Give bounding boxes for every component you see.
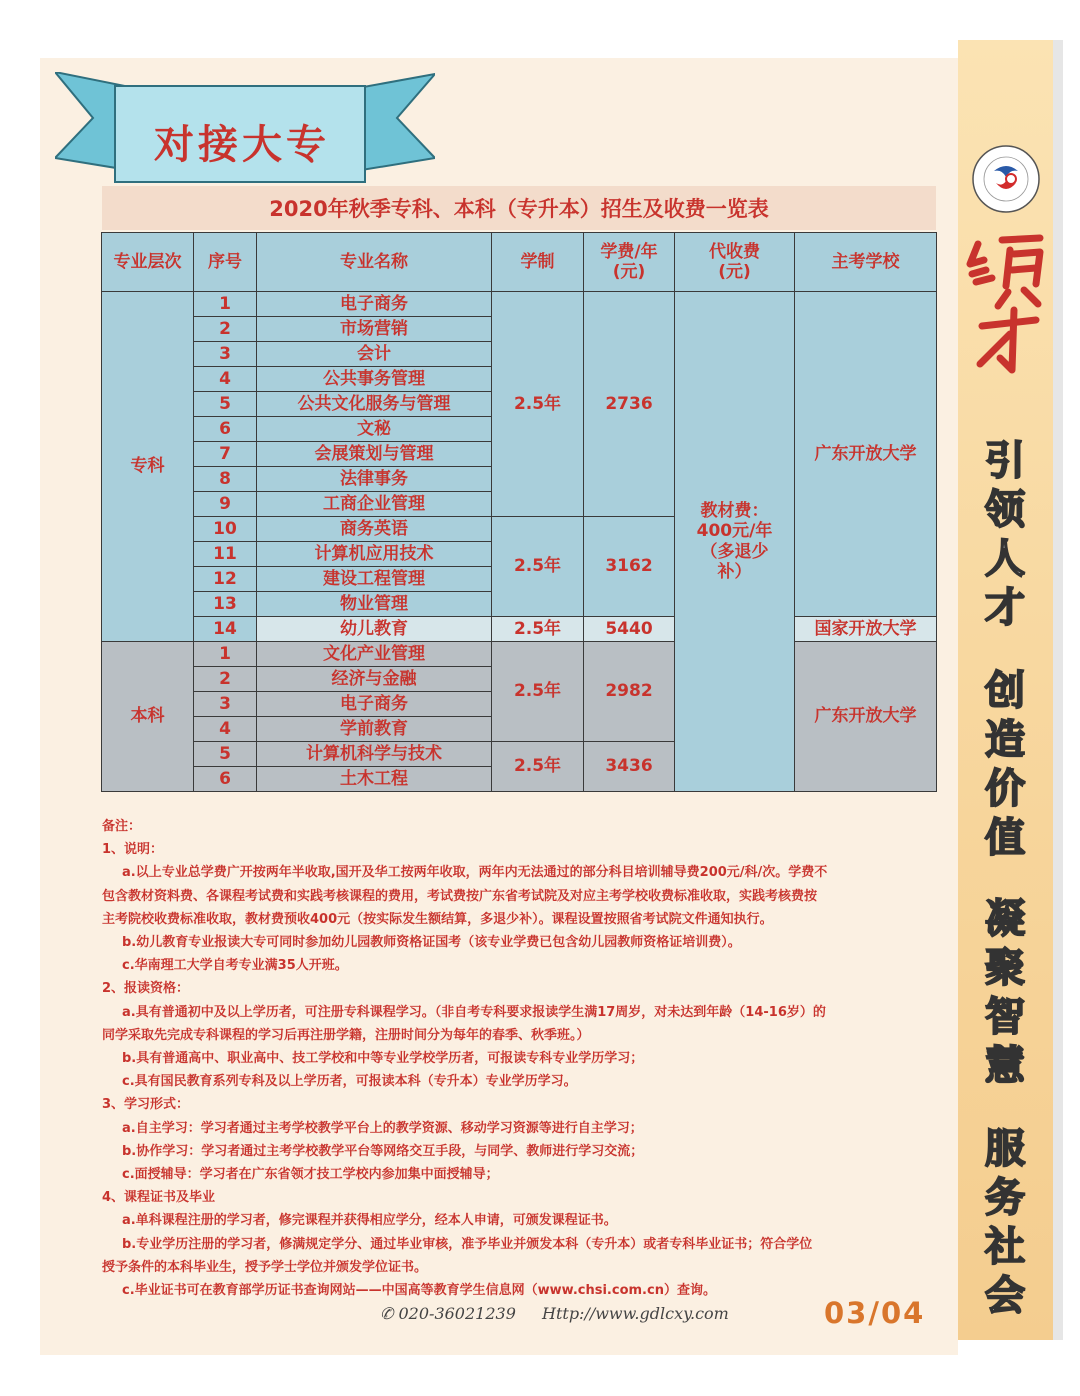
row-no: 7	[194, 442, 257, 467]
row-no: 3	[194, 342, 257, 367]
note-line: 包含教材资料费、各课程考试费和实践考核课程的费用，考试费按广东省考试院及对应主考学校收费标准收取，实践考核费按	[102, 888, 818, 904]
row-major: 工商企业管理	[257, 492, 492, 517]
page-number: 03/04	[824, 1296, 926, 1330]
row-no: 5	[194, 742, 257, 767]
header-no: 序号	[194, 233, 257, 292]
banner-title: 对接大专	[154, 121, 330, 168]
row-major: 经济与金融	[257, 667, 492, 692]
row-major: 会展策划与管理	[257, 442, 492, 467]
header-duration: 学制	[492, 233, 584, 292]
row-no: 11	[194, 542, 257, 567]
row-major: 市场营销	[257, 317, 492, 342]
row-major: 电子商务	[257, 292, 492, 317]
note-line: 授予条件的本科毕业生，授予学士学位并颁发学位证书。	[102, 1259, 428, 1275]
note-line: 4、课程证书及毕业	[102, 1190, 216, 1206]
note-line: a.单科课程注册的学习者，修完课程并获得相应学分，经本人申请，可颁发课程证书。	[122, 1213, 617, 1229]
group3-duration: 2.5年	[492, 617, 584, 642]
slogan-text: 服务社会	[985, 1126, 1025, 1319]
row-major: 法律事务	[257, 467, 492, 492]
group2-fee: 3162	[584, 517, 675, 617]
slogan-2	[983, 667, 1027, 863]
table-header-row	[102, 233, 937, 292]
note-line: a.自主学习：学习者通过主考学校教学平台上的教学资源、移动学习资源等进行自主学习；	[122, 1120, 643, 1136]
row-major: 商务英语	[257, 517, 492, 542]
footer-phone: ✆ 020-36021239	[380, 1304, 516, 1323]
row-no: 12	[194, 567, 257, 592]
footer-website[interactable]: Http://www.gdlcxy.com	[542, 1304, 729, 1323]
row-no: 4	[194, 717, 257, 742]
header-major: 专业名称	[257, 233, 492, 292]
table-row	[102, 292, 937, 317]
note-line: a.以上专业总学费广开按两年半收取,国开及华工按两年收取，两年内无法通过的部分科目培训辅导费200元/科/次。学费不	[122, 865, 828, 881]
note-line: 3、学习形式：	[102, 1097, 190, 1113]
slogan-text: 凝聚智慧	[985, 896, 1025, 1089]
group1-fee: 2736	[584, 292, 675, 517]
row-major: 物业管理	[257, 592, 492, 617]
header-level: 专业层次	[102, 233, 194, 292]
row-no: 2	[194, 317, 257, 342]
group5-fee: 3436	[584, 742, 675, 792]
sidebar-shadow	[1053, 40, 1063, 1340]
note-line: 备注：	[102, 819, 142, 834]
table-row	[102, 617, 937, 642]
note-line: b.专业学历注册的学习者，修满规定学分、通过毕业审核，准予毕业并颁发本科（专升本）或者专科毕业证书；符合学位	[122, 1236, 813, 1252]
row-major: 土木工程	[257, 767, 492, 792]
row-major: 计算机应用技术	[257, 542, 492, 567]
row-no: 6	[194, 767, 257, 792]
row-no: 6	[194, 417, 257, 442]
group4-duration: 2.5年	[492, 642, 584, 742]
note-line: 同学采取先完成专科课程的学习后再注册学籍，注册时间分为每年的春季、秋季班。）	[102, 1027, 590, 1043]
note-line: c.具有国民教育系列专科及以上学历者，可报读本科（专升本）专业学历学习。	[122, 1074, 577, 1090]
row-major: 公共事务管理	[257, 367, 492, 392]
row-major: 公共文化服务与管理	[257, 392, 492, 417]
group5-duration: 2.5年	[492, 742, 584, 792]
row-major: 计算机科学与技术	[257, 742, 492, 767]
row-no: 9	[194, 492, 257, 517]
collect-fee: 教材费： 400元/年 （多退少 补）	[675, 292, 795, 792]
row-major: 电子商务	[257, 692, 492, 717]
row-major: 学前教育	[257, 717, 492, 742]
slogan-text: 引领人才	[985, 438, 1025, 631]
row-no: 1	[194, 292, 257, 317]
row-no: 4	[194, 367, 257, 392]
row-no: 2	[194, 667, 257, 692]
group1-duration: 2.5年	[492, 292, 584, 517]
row-no: 5	[194, 392, 257, 417]
note-line: 2、报读资格：	[102, 981, 190, 997]
row-no: 1	[194, 642, 257, 667]
level-benke: 本科	[102, 642, 194, 792]
slogan-3	[983, 895, 1027, 1091]
group2-duration: 2.5年	[492, 517, 584, 617]
row-major: 幼儿教育	[257, 617, 492, 642]
note-line: c.面授辅导：学习者在广东省领才技工学校内参加集中面授辅导；	[122, 1167, 499, 1183]
school-1: 广东开放大学	[795, 292, 937, 617]
brand-calligraphy-logo	[962, 230, 1050, 380]
note-line: b.协作学习：学习者通过主考学校教学平台等网络交互手段，与同学、教师进行学习交流；	[122, 1143, 644, 1159]
notes-section	[102, 815, 948, 1302]
fee-table	[101, 232, 937, 792]
note-line: a.具有普通初中及以上学历者，可注册专科课程学习。（非自考专科要求报读学生满17周岁，对未达到年龄（14-16岁）的	[122, 1004, 826, 1020]
note-line: 主考院校收费标准收取，教材费预收400元（按实际发生额结算，多退少补）。课程设置按照省考试院文件通知执行。	[102, 911, 773, 927]
row-major: 建设工程管理	[257, 567, 492, 592]
table-row	[102, 642, 937, 667]
row-major: 会计	[257, 342, 492, 367]
slogan-text: 创造价值	[985, 668, 1025, 861]
school-2: 国家开放大学	[795, 617, 937, 642]
header-school: 主考学校	[795, 233, 937, 292]
group4-fee: 2982	[584, 642, 675, 742]
row-major: 文化产业管理	[257, 642, 492, 667]
slogan-1	[983, 437, 1027, 633]
level-zhuanke: 专科	[102, 292, 194, 642]
note-line: c.华南理工大学自考专业满35人开班。	[122, 958, 348, 974]
header-tuition: 学费/年 (元)	[584, 233, 675, 292]
note-line: c.毕业证书可在教育部学历证书查询网站——中国高等教育学生信息网（www.chsi.com.cn）查询。	[122, 1283, 716, 1299]
school-3: 广东开放大学	[795, 642, 937, 792]
header-collect: 代收费 (元)	[675, 233, 795, 292]
slogan-4	[983, 1125, 1027, 1321]
row-no: 13	[194, 592, 257, 617]
note-line: 1、说明：	[102, 842, 164, 858]
row-no: 8	[194, 467, 257, 492]
note-line: b.幼儿教育专业报读大专可同时参加幼儿园教师资格证国考（该专业学费已包含幼儿园教师资格证培训费）。	[122, 935, 741, 951]
table-title: 2020年秋季专科、本科（专升本）招生及收费一览表	[102, 186, 936, 230]
row-major: 文秘	[257, 417, 492, 442]
row-no: 3	[194, 692, 257, 717]
note-line: b.具有普通高中、职业高中、技工学校和中等专业学校学历者，可报读专科专业学历学习；	[122, 1051, 644, 1067]
row-no: 14	[194, 617, 257, 642]
row-no: 10	[194, 517, 257, 542]
school-logo-icon	[970, 143, 1042, 215]
group3-fee: 5440	[584, 617, 675, 642]
